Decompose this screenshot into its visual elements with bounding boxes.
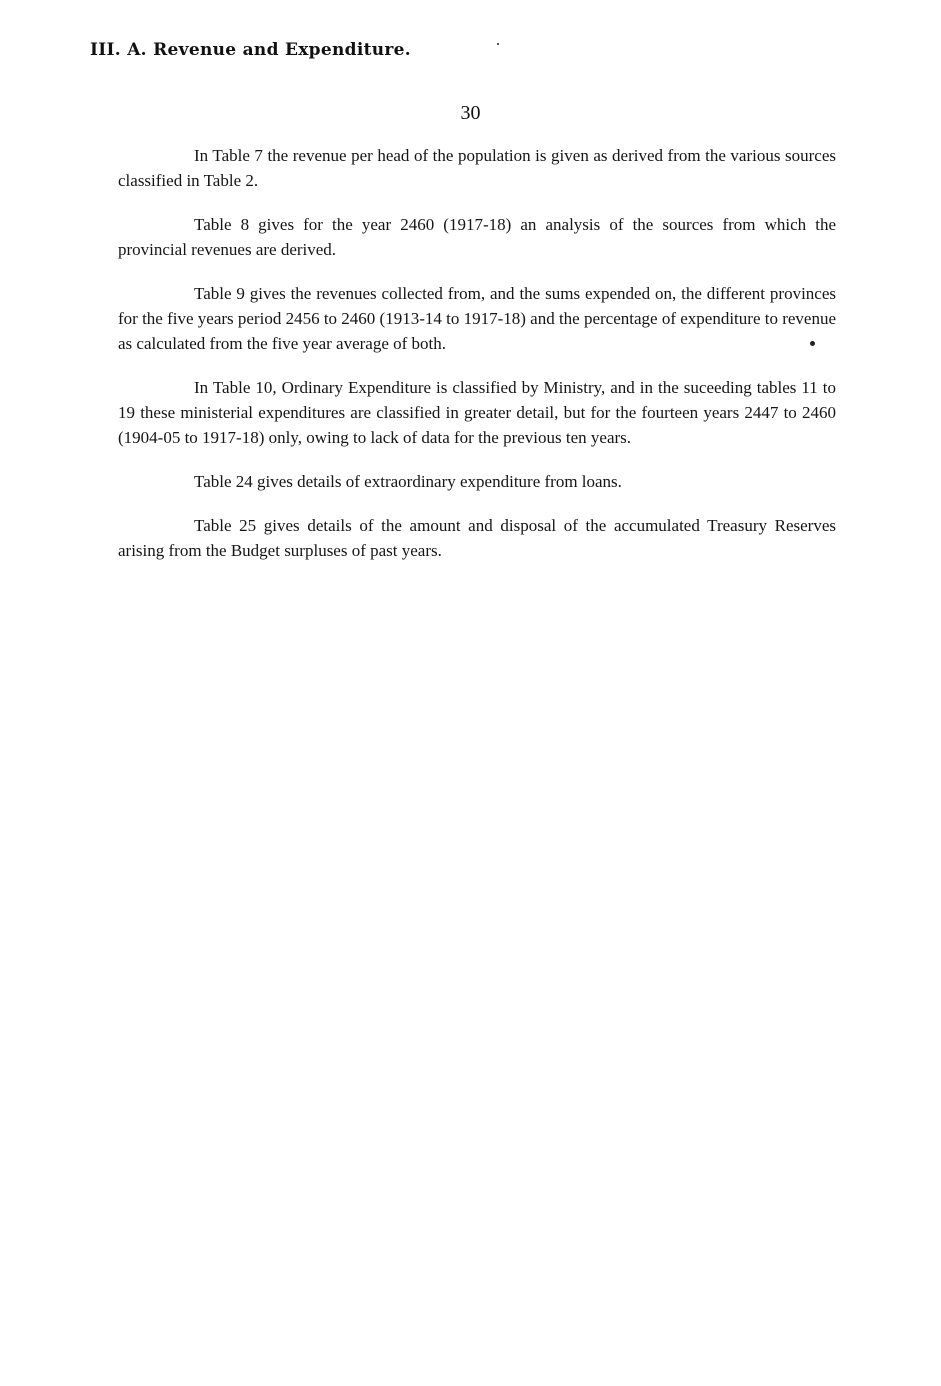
body-text (118, 143, 836, 582)
section-heading: III. A. Revenue and Expenditure. (90, 40, 411, 60)
paragraph-table-24: Table 24 gives details of extraordinary expenditure from loans. (194, 472, 622, 491)
paragraph-table-8: Table 8 gives for the year 2460 (1917-18) an analysis of the sources from which the provincial revenues are derived. (118, 215, 836, 259)
ink-speck (497, 43, 499, 45)
page-number: 30 (460, 102, 481, 124)
paragraph-table-25: Table 25 gives details of the amount and disposal of the accumulated Treasury Reserves arising from the Budget surpluses of past years. (118, 516, 836, 560)
paragraph-table-10: In Table 10, Ordinary Expenditure is classified by Ministry, and in the suceeding tables 11 to 19 these ministerial expenditures are classified in greater detail, but for the fourteen years 2447 to 2460 (1904-05 to 1917-18) only, owing to lack of data for the previous ten years. (118, 378, 836, 447)
paragraph-table-9: Table 9 gives the revenues collected from, and the sums expended on, the different provinces for the five years period 2456 to 2460 (1913-14 to 1917-18) and the percentage of expenditure to revenue as calculated from the five year average of both. (118, 284, 837, 353)
paragraph-table-7: In Table 7 the revenue per head of the population is given as derived from the various sources classified in Table 2. (118, 146, 836, 190)
ink-dot (810, 341, 815, 346)
